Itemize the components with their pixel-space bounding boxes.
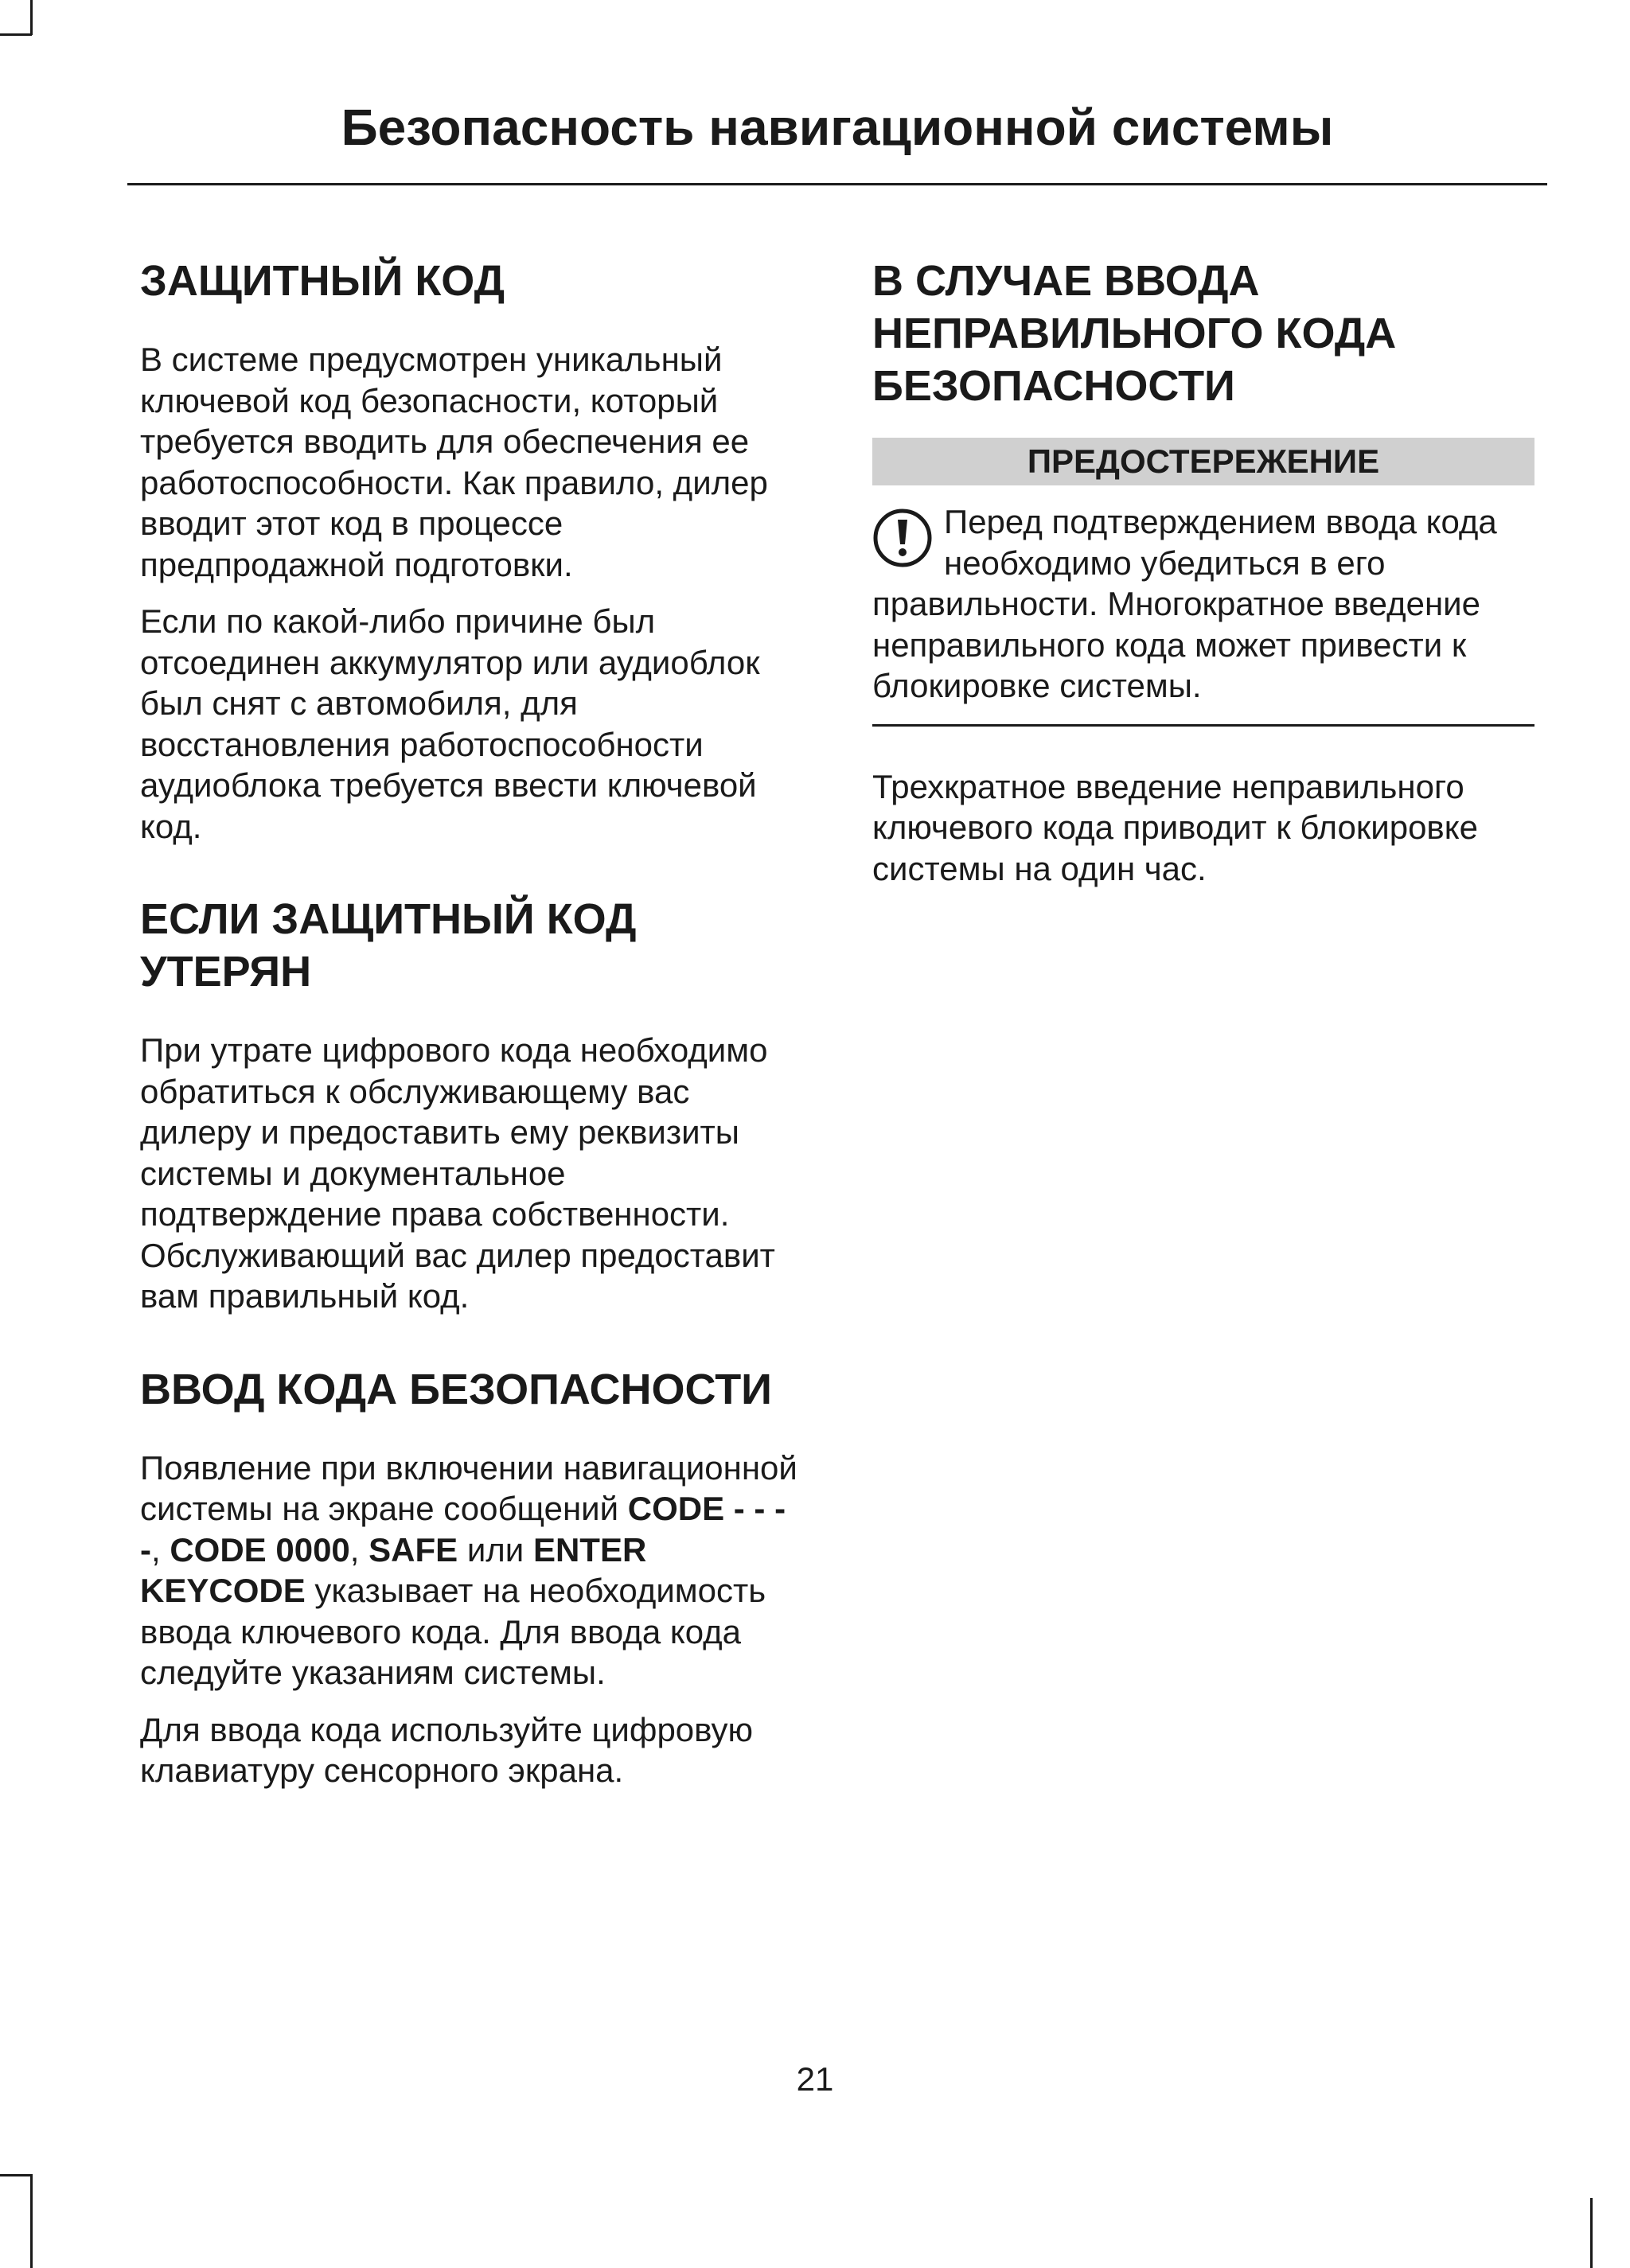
- section-heading-lost-code: ЕСЛИ ЗАЩИТНЫЙ КОД УТЕРЯН: [140, 895, 637, 996]
- paragraph: В системе предусмотрен уникальный ключевой код безопасности, который требуется вводить для обеспечения ее работоспособности. Как правило, дилер вводит этот код в процессе предпродажной подготовки.: [140, 341, 768, 583]
- section-heading-security-code: ЗАЩИТНЫЙ КОД: [140, 257, 505, 305]
- warning-label: ПРЕДОСТЕРЕЖЕНИЕ: [872, 438, 1534, 485]
- section-heading-wrong-code: В СЛУЧАЕ ВВОДА НЕПРАВИЛЬНОГО КОДА БЕЗОПАСНОСТИ: [872, 257, 1397, 410]
- title-divider: [127, 183, 1547, 185]
- paragraph: Если по какой-либо причине был отсоединен аккумулятор или аудиоблок был снят с автомобиля, для восстановления работоспособности аудиоблока требуется ввести ключевой код.: [140, 602, 760, 845]
- left-column: [140, 255, 802, 1791]
- paragraph: Трехкратное введение неправильного ключевого кода приводит к блокировке системы на один час.: [872, 767, 1478, 887]
- section-heading-enter-code: ВВОД КОДА БЕЗОПАСНОСТИ: [140, 1365, 772, 1413]
- crop-mark-bottom-left-horizontal: [0, 2174, 32, 2176]
- page-number: 21: [796, 2060, 834, 2098]
- code-message: CODE 0000: [170, 1530, 350, 1569]
- code-message: SAFE: [369, 1530, 458, 1569]
- crop-mark-top-left-vertical: [30, 0, 33, 35]
- paragraph: При утрате цифрового кода необходимо обратиться к обслуживающему вас дилеру и предоставить ему реквизиты системы и документальное подтверждение права собственности. Обслуживающий вас дилер предоставит вам правильный код.: [140, 1031, 775, 1315]
- warning-box: [872, 501, 1534, 707]
- page-title: Безопасность навигационной системы: [341, 99, 1334, 156]
- crop-mark-bottom-left-vertical: [30, 2174, 33, 2268]
- exclamation-icon: [872, 508, 933, 568]
- paragraph: Появление при включении навигационной системы на экране сообщений CODE - - - -, CODE 0000, SAFE или ENTER KEYCODE указывает на необходимость ввода ключевого кода. Для ввода кода следуйте указаниям системы.: [140, 1448, 797, 1691]
- code-message: CODE - - - -: [140, 1490, 786, 1569]
- code-message: ENTER KEYCODE: [140, 1530, 647, 1609]
- right-column: [872, 255, 1534, 889]
- crop-mark-bottom-right-vertical: [1590, 2198, 1593, 2268]
- paragraph: Для ввода кода используйте цифровую клавиатуру сенсорного экрана.: [140, 1710, 754, 1789]
- warning-text: Перед подтверждением ввода кода необходимо убедиться в его правильности. Многократное введение неправильного кода может привести к блокировке системы.: [872, 503, 1497, 704]
- crop-mark-top-left-horizontal: [0, 33, 32, 36]
